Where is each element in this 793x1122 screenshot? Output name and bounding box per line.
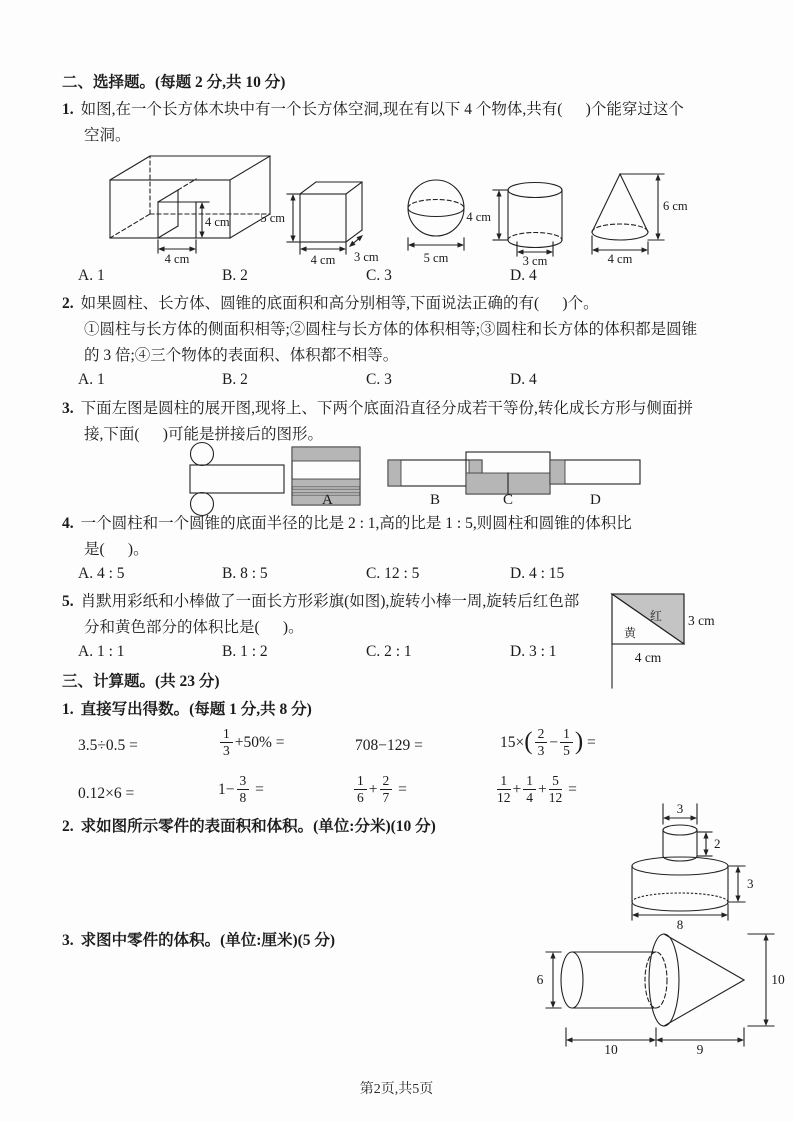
cone-body [649, 934, 744, 1026]
net-top-circle [191, 443, 214, 466]
figure-b-left-band [388, 460, 401, 486]
q1-figure-cylinder [464, 170, 576, 266]
q4-option-d: D. 4 : 15 [510, 565, 565, 582]
numerator: 5 [549, 774, 563, 790]
fraction [220, 727, 233, 758]
calc-q3-figure-cylinder-cone [532, 922, 790, 1062]
q4-line1 [62, 513, 632, 535]
q1-options [78, 267, 718, 285]
denominator: 4 [526, 790, 533, 806]
small-height-dimension [698, 832, 721, 856]
denominator: 6 [357, 790, 364, 806]
dim-label: 4 cm [607, 252, 633, 266]
figure-d-left-band [550, 460, 565, 484]
width-dimension [300, 243, 346, 267]
fraction [535, 727, 548, 758]
calc-expression [218, 727, 285, 758]
q1-figure-block-with-hole [98, 146, 283, 268]
q2-options [78, 371, 718, 389]
q5-option-a: A. 1 : 1 [78, 643, 125, 660]
q2-option-c: C. 3 [366, 371, 392, 388]
q3-number: 3. [62, 400, 74, 417]
expr-text: + [538, 780, 547, 798]
dim-label: 10 [771, 972, 785, 987]
cuboid-outline [300, 182, 362, 242]
numerator: 1 [354, 774, 367, 790]
expr-text: = [251, 780, 264, 798]
calc-expression [78, 737, 138, 755]
q4-option-c: C. 12 : 5 [366, 565, 420, 582]
q2-line1 [62, 293, 599, 315]
dim-label: 8 [676, 917, 684, 932]
dim-label: 4 cm [634, 650, 662, 665]
expr-text: + [368, 780, 378, 798]
dim-label: 6 cm [663, 199, 688, 213]
expr-text: +50% = [234, 733, 285, 751]
page-footer: 第2页,共5页 [359, 1082, 434, 1097]
large-height-dimension [729, 866, 754, 902]
dim-label: 3 [676, 801, 684, 816]
dim-label: 5 cm [423, 251, 449, 265]
equator-front [408, 208, 464, 217]
expr-text: = [394, 780, 407, 798]
calc-q2-line [62, 816, 436, 838]
height-dimension [620, 174, 688, 240]
q1-text-1: 如图,在一个长方体木块中有一个长方体空洞,现在有以下 4 个物体,共有( )个能穿过这个 [80, 101, 684, 118]
left-paren: ( [524, 728, 533, 756]
section2-heading-note: (每题 2 分,共 10 分) [155, 74, 286, 91]
fraction [497, 774, 511, 805]
dim-label: 4 cm [205, 215, 230, 229]
dim-label: 3 [747, 876, 754, 891]
numerator: 3 [237, 774, 250, 790]
q1-option-c: C. 3 [366, 267, 392, 284]
calc-expression [352, 774, 407, 805]
hole-height-dimension [196, 202, 230, 238]
dim-label: 3 cm [688, 613, 715, 628]
calc-q3-line [62, 930, 335, 952]
dim-label: 10 [604, 1042, 618, 1057]
fraction [560, 727, 573, 758]
q4-options [78, 565, 718, 583]
section2-heading [62, 72, 285, 94]
flag-yellow-label: 黄 [623, 626, 637, 640]
numerator: 1 [523, 774, 536, 790]
expr-text: = [583, 733, 596, 751]
dim-label: 4 cm [310, 253, 336, 267]
calc-expression [495, 774, 577, 805]
q4-text-1: 一个圆柱和一个圆锥的底面半径的比是 2 : 1,高的比是 1 : 5,则圆柱和圆锥的体积比 [80, 515, 632, 532]
dim-label: 4 cm [164, 252, 190, 266]
dim-label: 2 [714, 836, 721, 851]
q1-option-a: A. 1 [78, 267, 105, 284]
q5-line2: 分和黄色部分的体积比是( )。 [84, 619, 304, 636]
q1-option-d: D. 4 [510, 267, 537, 284]
net-side-rect [190, 465, 284, 493]
dim-label: 3 cm [522, 254, 548, 268]
q1-option-b: B. 2 [222, 267, 248, 284]
cone-outline [592, 174, 648, 240]
calc-expression [218, 774, 264, 805]
block-outline [110, 156, 270, 238]
numerator: 1 [560, 727, 573, 743]
expr-text: 15× [500, 733, 525, 751]
right-paren: ) [574, 728, 584, 756]
calc-q1-number: 1. [62, 701, 74, 718]
q4-option-a: A. 4 : 5 [78, 565, 125, 582]
q3-figure-cylinder-net [168, 441, 286, 515]
q4-line2: 是( )。 [84, 541, 149, 558]
flag-red-label: 红 [649, 609, 663, 623]
denominator: 12 [497, 790, 511, 806]
section2-heading-title: 二、选择题。 [62, 74, 156, 91]
cylinder-outline [508, 183, 562, 248]
numerator: 1 [497, 774, 511, 790]
small-cylinder [663, 825, 697, 861]
dim-label: 4 cm [466, 210, 491, 224]
q3-option-figure-d [548, 458, 642, 486]
fraction [237, 774, 250, 805]
equator-back [408, 200, 464, 209]
calc-q1-title-text: 直接写出得数。(每题 1 分,共 8 分) [80, 701, 312, 718]
numerator: 2 [380, 774, 393, 790]
cone-diameter-dimension [748, 934, 785, 1026]
calc-q2-text: 求如图所示零件的表面积和体积。(单位:分米)(10 分) [80, 818, 436, 835]
q5-text-1: 肖默用彩纸和小棒做了一面长方形彩旗(如图),旋转小棒一周,旋转后红色部 [80, 593, 580, 610]
large-cylinder [632, 857, 728, 911]
section3-heading [62, 671, 220, 693]
depth-dimension [349, 235, 379, 264]
q3-line2: 接,下面( )可能是拼接后的图形。 [84, 426, 323, 443]
section3-heading-title: 三、计算题。 [62, 673, 156, 690]
denominator: 5 [563, 743, 570, 759]
q1-line2: 空洞。 [84, 127, 131, 144]
q5-number: 5. [62, 593, 74, 610]
cylinder-length-dimension [566, 1028, 656, 1057]
q3-text-1: 下面左图是圆柱的展开图,现将上、下两个底面沿直径分成若干等份,转化成长方形与侧面拼 [80, 400, 693, 417]
hole-width-dimension [158, 240, 196, 266]
q5-option-c: C. 2 : 1 [366, 643, 412, 660]
q3-option-figure-c [464, 450, 552, 496]
calc-expression [78, 785, 134, 803]
dim-label: 5 cm [260, 211, 285, 225]
numerator: 2 [535, 727, 548, 743]
calc-q3-text: 求图中零件的体积。(单位:厘米)(5 分) [80, 932, 336, 949]
calc-expression [500, 727, 596, 758]
dim-label: 6 [536, 972, 544, 987]
expr-text: + [512, 780, 522, 798]
q4-option-b: B. 8 : 5 [222, 565, 268, 582]
q2-option-b: B. 2 [222, 371, 248, 388]
q3-figure-label-b: B [430, 492, 441, 508]
fraction [354, 774, 367, 805]
figure-a-top-band [292, 447, 360, 461]
hole-outline [158, 179, 196, 238]
q2-line2: ①圆柱与长方体的侧面积相等;②圆柱与长方体的体积相等;③圆柱和长方体的体积都是圆锥 [84, 321, 698, 338]
top-diameter-dimension [663, 801, 697, 824]
expr-text: 0.12×6 = [78, 785, 135, 802]
q3-line1 [62, 398, 693, 420]
calc-expression [355, 737, 423, 755]
q5-option-d: D. 3 : 1 [510, 643, 557, 660]
q4-number: 4. [62, 515, 74, 532]
height-dimension [466, 190, 507, 240]
denominator: 3 [223, 743, 230, 759]
figure-a-strip [292, 479, 360, 487]
diameter-dimension [517, 242, 553, 268]
expr-text: 1− [218, 780, 235, 798]
cylinder-diameter-dimension [537, 952, 561, 1008]
q5-figure-flag [600, 592, 790, 692]
q5-line1 [62, 591, 579, 613]
q2-option-d: D. 4 [510, 371, 537, 388]
q3-figure-label-c: C [503, 492, 514, 508]
dim-label: 9 [696, 1042, 704, 1057]
calc-q1-title [62, 699, 312, 721]
denominator: 12 [548, 790, 563, 806]
calc-q2-number: 2. [62, 818, 74, 835]
q2-number: 2. [62, 295, 74, 312]
q1-figure-cone [584, 166, 696, 264]
q2-text-1: 如果圆柱、长方体、圆锥的底面积和高分别相等,下面说法正确的有( )个。 [80, 295, 599, 312]
calc-q2-figure-stacked-cylinders [612, 800, 762, 930]
expr-text: 708−129 = [355, 737, 423, 754]
q1-number: 1. [62, 101, 74, 118]
dim-label: 3 cm [354, 250, 379, 264]
expr-text: 3.5÷0.5 = [78, 737, 138, 754]
diameter-dimension [408, 238, 464, 265]
q2-line3: 的 3 倍;④三个物体的表面积、体积都不相等。 [84, 347, 399, 364]
expr-text: = [564, 780, 577, 798]
q5-option-b: B. 1 : 2 [222, 643, 268, 660]
q3-figure-label-d: D [590, 492, 601, 508]
q1-figure-cuboid [262, 170, 386, 266]
denominator: 8 [239, 790, 247, 806]
fraction [549, 774, 563, 805]
denominator: 7 [382, 790, 390, 806]
calc-q3-number: 3. [62, 932, 74, 949]
denominator: 3 [537, 743, 545, 759]
cone-length-dimension [656, 1028, 744, 1057]
numerator: 1 [220, 727, 233, 743]
height-dimension [260, 194, 300, 242]
expr-text: − [549, 733, 559, 751]
sphere-outline [408, 180, 464, 236]
cylinder-body [561, 952, 667, 1008]
q1-line1 [62, 99, 684, 121]
q2-option-a: A. 1 [78, 371, 105, 388]
fraction [380, 774, 393, 805]
fraction [523, 774, 536, 805]
q3-figure-label-a: A [322, 492, 333, 508]
section3-heading-note: (共 23 分) [155, 673, 220, 690]
